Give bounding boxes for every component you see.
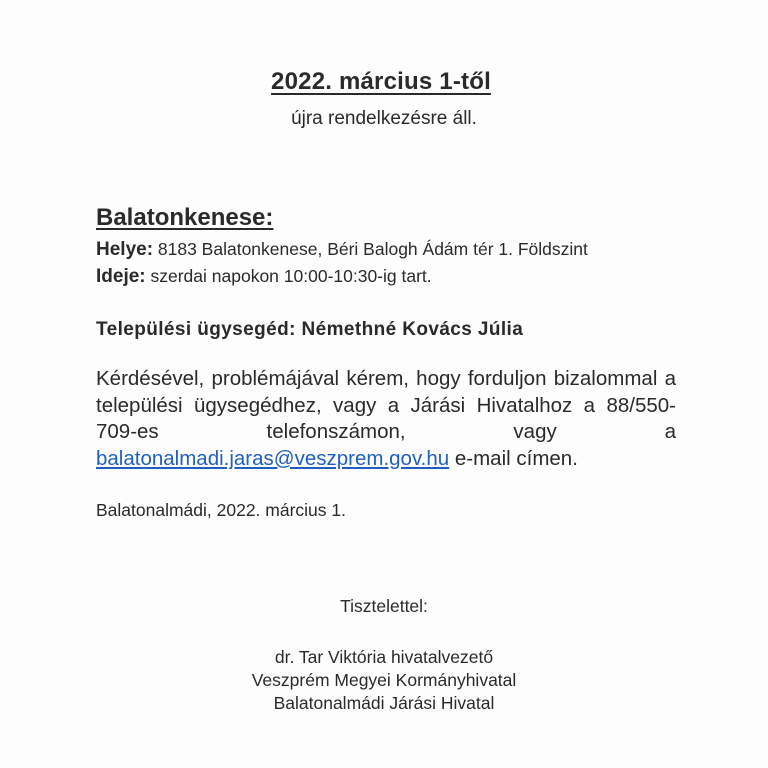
closing-place-date: Balatonalmádi, 2022. március 1. bbox=[96, 500, 346, 520]
location-title: Balatonkenese: bbox=[96, 204, 274, 231]
place-line bbox=[96, 239, 588, 261]
place-label: Helye: bbox=[96, 239, 154, 260]
regards-text: Tisztelettel: bbox=[340, 596, 428, 616]
time-label: Ideje: bbox=[96, 266, 146, 287]
email-link[interactable]: balatonalmadi.jaras@veszprem.gov.hu bbox=[96, 446, 450, 470]
date-title-text: 2022. március 1-től bbox=[271, 68, 491, 95]
assistant-heading: Települési ügysegéd: Némethné Kovács Júlia bbox=[96, 319, 524, 340]
header-date-title bbox=[0, 68, 768, 96]
header-subtitle: újra rendelkezésre áll. bbox=[291, 108, 477, 129]
paragraph-text: Kérdésével, problémájával kérem, hogy forduljon bizalommal a települési ügysegédhez, vagy a Járási Hivatalhoz a 88/550-709-es telefonszámon, vagy a bbox=[96, 367, 676, 443]
signature-block bbox=[0, 646, 768, 715]
contact-paragraph bbox=[96, 366, 676, 472]
signature-name: dr. Tar Viktória hivatalvezető bbox=[274, 647, 494, 667]
signature-department: Balatonalmádi Járási Hivatal bbox=[273, 693, 495, 713]
time-line bbox=[96, 266, 432, 288]
time-value: szerdai napokon 10:00-10:30-ig tart. bbox=[145, 266, 432, 286]
paragraph-suffix: e-mail címen. bbox=[449, 446, 578, 470]
place-value: 8183 Balatonkenese, Béri Balogh Ádám tér 1. Földszint bbox=[153, 239, 588, 259]
signature-office: Veszprém Megyei Kormányhivatal bbox=[251, 670, 517, 690]
